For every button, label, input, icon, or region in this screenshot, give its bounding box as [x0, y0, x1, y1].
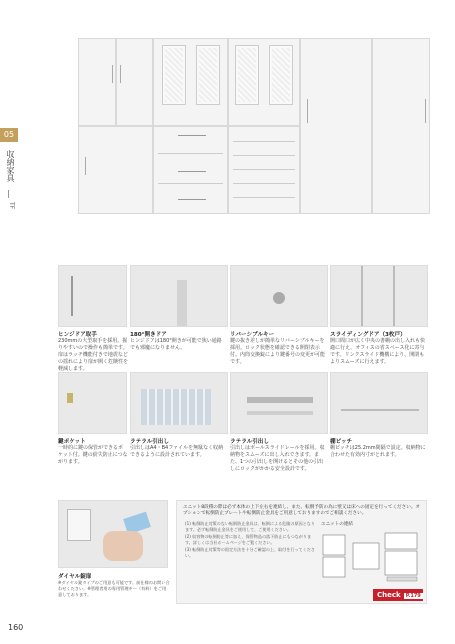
photo-hinged-handle: [58, 265, 127, 327]
check-link[interactable]: [373, 589, 423, 601]
section-number: 05: [0, 128, 18, 142]
check-label: Check: [377, 591, 401, 599]
section-title: 収納家具: [6, 150, 15, 182]
cabinet-upper-left: [78, 38, 116, 126]
cabinet-tall-sliding: [300, 38, 372, 214]
cabinet-drawers-2: [228, 126, 300, 214]
cabinet-upper-left-2: [116, 38, 153, 126]
feature-title-key: リバーシブルキー: [230, 332, 275, 338]
notes-figure-title: ユニットの連結: [321, 522, 353, 527]
notes-item: (1) 転倒防止対策のない転倒防止金具は、転倒による危険の原因となります。必ず転倒防止金具をご使用して、ご使用ください。: [185, 521, 315, 532]
cabinet-glass-1: [153, 38, 228, 126]
photo-sliding-door: [330, 265, 428, 327]
photo-lateral-drawer-2: [230, 372, 328, 434]
feature-text-pocket: 一時的に鍵の保管ができるポケット付。鍵の紛失防止につながります。: [58, 445, 128, 465]
photo-dial-lock: [58, 500, 168, 568]
photo-180-door: [130, 265, 228, 327]
hero-cabinet-image: [78, 38, 430, 214]
feature-text-sliding: 開口間口が広く中央の書棚の出し入れも快適に行え、オフィスの省スペース化に寄与です。リンクスライド機構により、開閉もよりスムーズに行えます。: [330, 338, 426, 365]
feature-text-dial: ※ダイヤル錠タイプのご用意も可能です。前仕様のお問い合わせください。※管理者用の専用管理キー（有料）をご用意しております。: [58, 580, 170, 597]
notes-head: ユニット8段積の際は必ず本体の上下左右を連結し、また、転倒予防の為に壁又は床への固定を行ってください。オプションで転倒防止プレートや転倒防止金具をご用意しておりますのでご相談ください。: [183, 505, 421, 516]
notes-item: (2) 収容物の転倒防止等に加え、保管物品の落下防止にもつながります。詳しくは当社ホームページをご覧ください。: [185, 534, 312, 545]
feature-title-hinged: ヒンジドア取手: [58, 332, 97, 338]
cabinet-tall-right: [372, 38, 430, 214]
feature-text-hinged: 230mmの大型取手を採用。握りやすいので操作も簡単です。扉はラッチ機能付きで地震などの揺れにより扉が開く危険性を軽減します。: [58, 338, 129, 372]
cabinet-drawers-1: [153, 126, 228, 214]
photo-shelf-pitch: [330, 372, 428, 434]
check-page: P.179: [405, 593, 421, 599]
feature-text-pitch: 棚ピッチは25.2mm間隔で設定。収納物に合わせた有効内寸がとれます。: [330, 445, 426, 458]
photo-key-pocket: [58, 372, 127, 434]
feature-title-pitch: 棚ピッチ: [330, 439, 353, 445]
cabinet-lower-left: [78, 126, 153, 214]
notes-box: [176, 500, 427, 604]
feature-title-lateral2: ラテラル引出し: [230, 439, 269, 445]
feature-title-sliding: スライディングドア（3枚戸）: [330, 332, 406, 338]
cabinet-glass-2: [228, 38, 300, 126]
section-divider: [8, 190, 9, 198]
section-subtitle: TF: [8, 202, 15, 210]
feature-title-door180: 180°開きドア: [130, 332, 167, 338]
feature-text-door180: ヒンジドアは180°開きが可能で狭い通路でも邪魔になりません。: [130, 338, 222, 351]
photo-lateral-drawer-1: [130, 372, 228, 434]
feature-title-dial: ダイヤル錠扉: [58, 574, 92, 580]
feature-title-pocket: 鍵ポケット: [58, 439, 86, 445]
feature-text-lateral1: 引出しはA4・B4ファイルを無駄なく収納できるように設計されています。: [130, 445, 224, 458]
notes-item: (3) 転倒防止対策等の固定方法を十分ご確認の上、取付を行ってください。: [185, 547, 315, 558]
feature-text-lateral2: 引出しはボールスライドレールを採用。収納物をスムーズに出し入れできます。また、1つの引出しを開けるとその他の引出しにロックがかかる安全設計です。: [230, 445, 325, 472]
feature-title-lateral1: ラテラル引出し: [130, 439, 169, 445]
page-number: 160: [8, 623, 24, 632]
notes-list: [185, 521, 315, 559]
feature-text-key: 鍵の抜き差しが簡単なリバーシブルキーを採用。ロック状態を確認できる開閉表示付。内筒交換錠により鍵番号の変更が可能です。: [230, 338, 326, 365]
unit-connection-diagram: [321, 529, 425, 587]
photo-reversible-key: [230, 265, 328, 327]
